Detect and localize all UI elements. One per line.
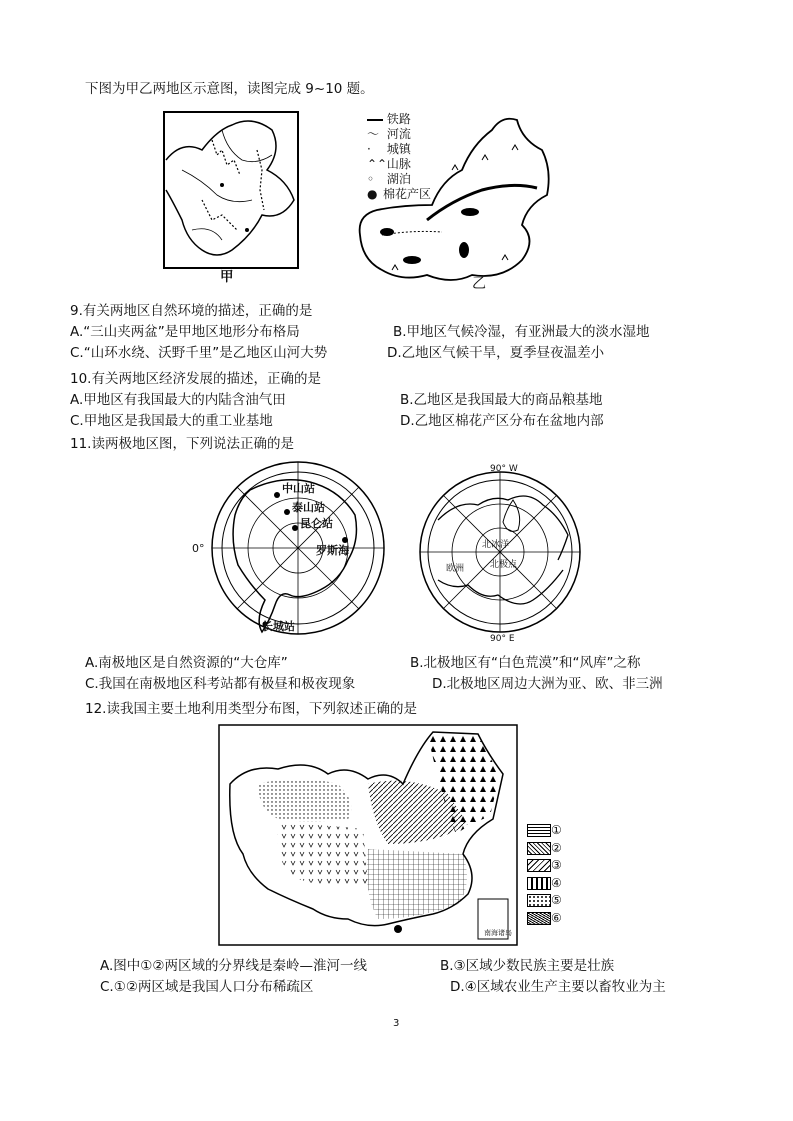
map-legend: 铁路 ～ 河流 · 城镇 ⌃⌃ 山脉 ◦ 湖泊 ● 棉花产区 [367,112,432,201]
legend-rail: 铁路 [386,112,411,126]
q11-option-c: C.我国在南极地区科考站都有极昼和极夜现象 [85,676,356,692]
china-landuse-map [218,724,518,946]
china-legend-3: ③ [551,858,562,872]
zero-meridian-label: 0° [192,542,205,555]
china-legend-1: ① [551,823,562,837]
china-legend-6: ⑥ [551,910,562,925]
legend-mountain: 山脉 [386,157,411,171]
q10-option-a: A.甲地区有我国最大的内陆含油气田 [70,392,286,408]
q9-option-a: A.“三山夹两盆”是甲地区地形分布格局 [70,324,300,340]
q12-option-d: D.④区域农业生产主要以畜牧业为主 [450,979,666,995]
south-polar-map [190,460,400,640]
q10-stem: 10.有关两地区经济发展的描述，正确的是 [70,371,321,387]
south-china-sea-inset-label: 南海诸岛 [484,929,512,937]
china-legend-5: ⑤ [551,893,562,907]
q12-stem: 12.读我国主要土地利用类型分布图，下列叙述正确的是 [85,701,417,717]
taishan-station-label: 泰山站 [292,501,325,514]
map-jia [162,110,300,285]
intro-text: 下图为甲乙两地区示意图，读图完成 9~10 题。 [85,81,374,97]
q11-stem: 11.读两极地区图，下列说法正确的是 [70,436,294,452]
page-number: 3 [393,1018,400,1029]
q11-option-d: D.北极地区周边大洲为亚、欧、非三洲 [432,676,663,692]
q9-option-c: C.“山环水绕、沃野千里”是乙地区山河大势 [70,345,328,361]
kunlun-station-label: 昆仑站 [300,517,333,530]
north-pole-label: 北极点 [490,560,518,570]
europe-label: 欧洲 [446,564,465,574]
q10-option-c: C.甲地区是我国最大的重工业基地 [70,413,273,429]
q9-stem: 9.有关两地区自然环境的描述，正确的是 [70,303,313,319]
changcheng-station-label: 长城站 [262,620,295,633]
q9-option-b: B.甲地区气候冷湿，有亚洲最大的淡水湿地 [393,324,650,340]
north-map-top-label: 90° W [490,464,518,474]
legend-lake: 湖泊 [386,172,411,186]
map-yi [352,110,558,292]
zhongshan-station-label: 中山站 [282,482,315,495]
legend-river: 河流 [386,127,411,141]
north-map-bottom-label: 90° E [490,634,515,644]
china-legend-4: ④ [551,875,562,890]
china-legend-2: ② [551,840,562,855]
map-jia-label: 甲 [220,269,234,285]
q12-option-a: A.图中①②两区域的分界线是秦岭—淮河一线 [100,958,367,974]
arctic-ocean-label: 北冰洋 [482,540,510,550]
legend-cotton: 棉花产区 [383,187,432,201]
q11-option-b: B.北极地区有“白色荒漠”和“风库”之称 [410,655,641,671]
q12-option-c: C.①②两区域是我国人口分布稀疏区 [100,979,314,995]
legend-town: 城镇 [386,142,411,156]
q9-option-d: D.乙地区气候干旱，夏季昼夜温差小 [387,345,605,361]
north-polar-map [418,460,583,644]
q10-option-d: D.乙地区棉花产区分布在盆地内部 [400,413,604,429]
q12-option-b: B.③区域少数民族主要是壮族 [440,958,615,974]
china-map-legend [527,822,562,927]
map-yi-label: 乙 [472,276,486,292]
ross-sea-label: 罗斯海 [316,544,349,557]
q10-option-b: B.乙地区是我国最大的商品粮基地 [400,392,603,408]
q11-option-a: A.南极地区是自然资源的“大仓库” [85,655,288,671]
